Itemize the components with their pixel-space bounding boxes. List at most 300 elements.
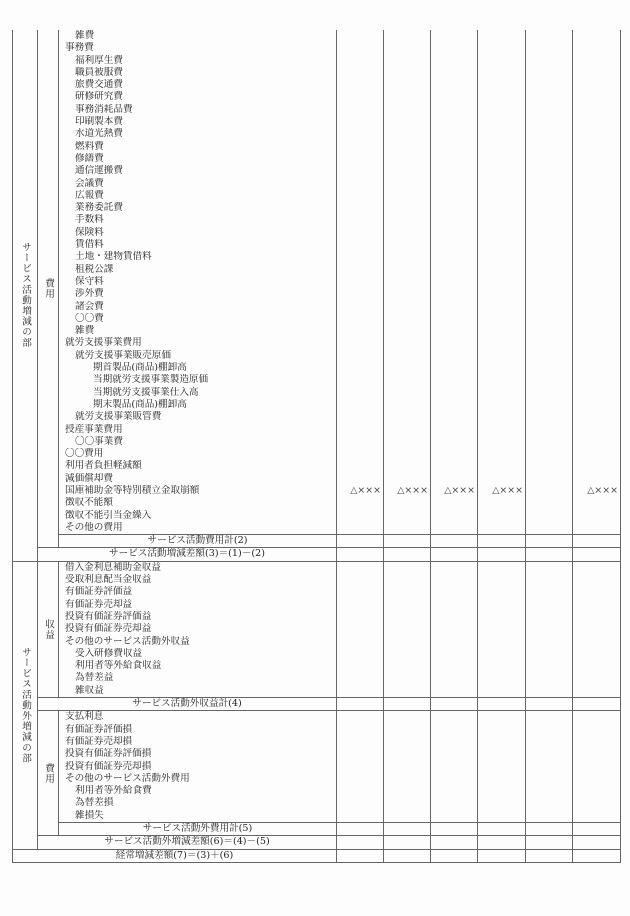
amount-cell <box>573 810 621 823</box>
amount-cell <box>431 548 478 561</box>
amount-cell <box>573 424 621 436</box>
ordinary-difference-row <box>13 849 621 862</box>
amount-cell <box>526 276 573 288</box>
amount-cell <box>384 42 431 54</box>
account-label: 手数料 <box>59 214 337 226</box>
amount-cell <box>384 761 431 773</box>
table-row <box>13 79 621 91</box>
table-row <box>13 153 621 165</box>
account-label: 渉外費 <box>59 288 337 300</box>
amount-cell <box>478 239 526 251</box>
amount-cell <box>526 836 573 849</box>
amount-cell <box>431 190 478 202</box>
amount-cell <box>431 276 478 288</box>
account-label: 福利厚生費 <box>59 55 337 67</box>
amount-cell <box>478 849 526 862</box>
account-label: 〇〇費 <box>59 313 337 325</box>
account-label: 徴収不能額 <box>59 497 337 509</box>
amount-cell <box>478 561 526 574</box>
amount-cell <box>337 510 384 522</box>
amount-cell <box>431 362 478 374</box>
table-row <box>13 810 621 823</box>
amount-cell <box>431 30 478 42</box>
amount-cell <box>478 672 526 684</box>
account-label: 〇〇事業費 <box>59 436 337 448</box>
amount-cell <box>384 350 431 362</box>
amount-cell <box>431 823 478 836</box>
amount-cell <box>384 337 431 349</box>
amount-cell <box>478 535 526 548</box>
amount-cell <box>573 55 621 67</box>
amount-cell <box>384 214 431 226</box>
amount-cell <box>573 724 621 736</box>
account-label: 賃借料 <box>59 239 337 251</box>
amount-cell <box>478 141 526 153</box>
amount-cell <box>526 485 573 497</box>
amount-cell <box>431 599 478 611</box>
amount-cell <box>526 510 573 522</box>
amount-cell <box>431 460 478 472</box>
table-row <box>13 797 621 809</box>
account-label: 授産事業費用 <box>59 424 337 436</box>
amount-cell <box>526 561 573 574</box>
amount-cell <box>431 79 478 91</box>
amount-cell <box>573 264 621 276</box>
table-row <box>13 264 621 276</box>
amount-cell <box>573 785 621 797</box>
amount-cell <box>478 761 526 773</box>
amount-cell <box>478 448 526 460</box>
amount-cell <box>384 387 431 399</box>
amount-cell <box>431 611 478 623</box>
table-row <box>13 736 621 748</box>
amount-cell <box>384 411 431 423</box>
table-row <box>13 773 621 785</box>
table-row <box>13 473 621 485</box>
table-row <box>13 301 621 313</box>
amount-cell <box>478 276 526 288</box>
amount-cell <box>384 104 431 116</box>
amount-cell <box>431 387 478 399</box>
amount-cell <box>478 251 526 263</box>
amount-cell <box>337 190 384 202</box>
amount-cell <box>431 672 478 684</box>
income-statement-table <box>12 30 621 863</box>
amount-cell <box>384 264 431 276</box>
table-row <box>13 141 621 153</box>
amount-cell <box>478 153 526 165</box>
amount-cell <box>384 239 431 251</box>
amount-cell <box>573 698 621 711</box>
table-row <box>13 685 621 698</box>
amount-cell <box>478 586 526 598</box>
amount-cell <box>337 91 384 103</box>
account-label: 有価証券売却損 <box>59 736 337 748</box>
amount-cell <box>478 374 526 386</box>
amount-cell <box>337 337 384 349</box>
amount-cell <box>431 153 478 165</box>
amount-cell <box>478 797 526 809</box>
amount-cell <box>431 436 478 448</box>
amount-cell <box>526 535 573 548</box>
amount-cell <box>384 599 431 611</box>
account-label: 〇〇費用 <box>59 448 337 460</box>
amount-cell <box>573 362 621 374</box>
account-label: 利用者等外給食費 <box>59 785 337 797</box>
amount-cell <box>337 424 384 436</box>
amount-cell <box>478 548 526 561</box>
amount-cell <box>431 522 478 535</box>
amount-cell <box>384 823 431 836</box>
amount-cell <box>573 611 621 623</box>
table-row <box>13 190 621 202</box>
amount-cell <box>526 436 573 448</box>
non-service-revenue-total-row <box>13 698 621 711</box>
amount-cell <box>431 636 478 648</box>
account-label: 職員被服費 <box>59 67 337 79</box>
amount-cell <box>526 797 573 809</box>
amount-cell <box>337 773 384 785</box>
table-row <box>13 561 621 574</box>
amount-cell <box>384 313 431 325</box>
account-label: 減価償却費 <box>59 473 337 485</box>
table-row <box>13 574 621 586</box>
amount-cell <box>573 561 621 574</box>
amount-cell <box>526 104 573 116</box>
amount-cell: △××× <box>478 485 526 497</box>
account-label: 受入研修費収益 <box>59 648 337 660</box>
amount-cell <box>478 178 526 190</box>
amount-cell <box>573 460 621 472</box>
amount-cell <box>478 711 526 724</box>
amount-cell <box>431 711 478 724</box>
amount-cell <box>431 42 478 54</box>
table-row <box>13 227 621 239</box>
amount-cell <box>478 736 526 748</box>
amount-cell <box>337 836 384 849</box>
account-label: 土地・建物賃借料 <box>59 251 337 263</box>
amount-cell <box>431 325 478 337</box>
amount-cell <box>337 178 384 190</box>
amount-cell <box>573 116 621 128</box>
amount-cell <box>478 836 526 849</box>
amount-cell <box>573 325 621 337</box>
account-label: 為替差益 <box>59 672 337 684</box>
table-row <box>13 672 621 684</box>
amount-cell <box>431 141 478 153</box>
amount-cell <box>526 239 573 251</box>
amount-cell <box>478 116 526 128</box>
amount-cell <box>384 586 431 598</box>
amount-cell <box>337 810 384 823</box>
amount-cell <box>337 301 384 313</box>
amount-cell <box>526 574 573 586</box>
account-label: 投資有価証券売却損 <box>59 761 337 773</box>
amount-cell <box>526 849 573 862</box>
amount-cell <box>431 685 478 698</box>
amount-cell <box>526 685 573 698</box>
table-row <box>13 288 621 300</box>
amount-cell <box>478 636 526 648</box>
amount-cell <box>526 823 573 836</box>
account-label: 就労支援事業販管費 <box>59 411 337 423</box>
amount-cell <box>478 79 526 91</box>
amount-cell <box>526 711 573 724</box>
amount-cell <box>337 636 384 648</box>
amount-cell <box>384 672 431 684</box>
table-row <box>13 636 621 648</box>
amount-cell <box>526 599 573 611</box>
amount-cell: △××× <box>337 485 384 497</box>
amount-cell <box>573 128 621 140</box>
amount-cell <box>526 724 573 736</box>
amount-cell <box>337 548 384 561</box>
account-label: 広報費 <box>59 190 337 202</box>
amount-cell <box>384 276 431 288</box>
amount-cell <box>337 473 384 485</box>
account-label: 諸会費 <box>59 301 337 313</box>
account-label: 有価証券評価益 <box>59 586 337 598</box>
category-revenue: 収益 <box>38 561 59 697</box>
amount-cell <box>337 823 384 836</box>
amount-cell <box>526 79 573 91</box>
amount-cell <box>337 748 384 760</box>
amount-cell <box>478 288 526 300</box>
amount-cell <box>526 251 573 263</box>
amount-cell <box>526 165 573 177</box>
account-label: 雑損失 <box>59 810 337 823</box>
amount-cell <box>526 387 573 399</box>
non-service-expense-total-row-label: サービス活動外費用計(5) <box>59 823 337 836</box>
account-label: 利用者等外給食収益 <box>59 660 337 672</box>
amount-cell <box>431 736 478 748</box>
amount-cell <box>384 535 431 548</box>
amount-cell <box>573 448 621 460</box>
amount-cell <box>526 736 573 748</box>
amount-cell <box>478 399 526 411</box>
table-row <box>13 599 621 611</box>
amount-cell <box>431 399 478 411</box>
amount-cell <box>384 448 431 460</box>
amount-cell <box>384 497 431 509</box>
account-label: 旅費交通費 <box>59 79 337 91</box>
amount-cell <box>431 424 478 436</box>
amount-cell <box>526 116 573 128</box>
account-label: 就労支援事業費用 <box>59 337 337 349</box>
amount-cell <box>526 773 573 785</box>
amount-cell <box>478 301 526 313</box>
amount-cell <box>573 30 621 42</box>
table-row <box>13 399 621 411</box>
amount-cell <box>384 374 431 386</box>
amount-cell <box>526 337 573 349</box>
amount-cell <box>431 724 478 736</box>
amount-cell <box>431 55 478 67</box>
amount-cell <box>526 214 573 226</box>
amount-cell <box>337 411 384 423</box>
amount-cell <box>384 685 431 698</box>
amount-cell <box>384 561 431 574</box>
account-label: 徴収不能引当金繰入 <box>59 510 337 522</box>
amount-cell <box>478 785 526 797</box>
table-row <box>13 165 621 177</box>
amount-cell <box>573 42 621 54</box>
amount-cell <box>431 288 478 300</box>
table-row <box>13 522 621 535</box>
amount-cell <box>384 836 431 849</box>
amount-cell <box>431 67 478 79</box>
amount-cell <box>573 337 621 349</box>
amount-cell <box>478 724 526 736</box>
amount-cell <box>573 773 621 785</box>
table-row <box>13 510 621 522</box>
amount-cell <box>431 748 478 760</box>
amount-cell <box>384 227 431 239</box>
amount-cell <box>384 251 431 263</box>
amount-cell <box>384 190 431 202</box>
amount-cell <box>573 748 621 760</box>
amount-cell <box>384 460 431 472</box>
amount-cell <box>337 325 384 337</box>
amount-cell <box>573 141 621 153</box>
account-label: 有価証券売却益 <box>59 599 337 611</box>
amount-cell <box>478 30 526 42</box>
amount-cell <box>384 79 431 91</box>
amount-cell <box>431 773 478 785</box>
amount-cell <box>337 350 384 362</box>
amount-cell <box>384 178 431 190</box>
account-label: 利用者負担軽減額 <box>59 460 337 472</box>
amount-cell <box>526 288 573 300</box>
amount-cell <box>478 91 526 103</box>
amount-cell <box>384 55 431 67</box>
account-label: 投資有価証券評価損 <box>59 748 337 760</box>
amount-cell <box>384 473 431 485</box>
section-heading-non-service-activity: サービス活動外増減の部 <box>13 561 38 849</box>
table-row <box>13 128 621 140</box>
amount-cell <box>337 561 384 574</box>
table-row <box>13 251 621 263</box>
amount-cell <box>384 67 431 79</box>
amount-cell <box>478 202 526 214</box>
amount-cell <box>384 773 431 785</box>
amount-cell <box>337 227 384 239</box>
service-difference-row-label: サービス活動増減差額(3)＝(1)－(2) <box>38 548 337 561</box>
amount-cell <box>384 30 431 42</box>
table-row <box>13 325 621 337</box>
amount-cell <box>431 660 478 672</box>
account-label: 研修研究費 <box>59 91 337 103</box>
amount-cell <box>526 611 573 623</box>
amount-cell <box>384 748 431 760</box>
amount-cell <box>478 424 526 436</box>
amount-cell <box>478 773 526 785</box>
amount-cell <box>337 448 384 460</box>
amount-cell <box>431 574 478 586</box>
account-label: 保険料 <box>59 227 337 239</box>
amount-cell <box>478 55 526 67</box>
amount-cell <box>573 660 621 672</box>
account-label: その他のサービス活動外収益 <box>59 636 337 648</box>
amount-cell <box>337 374 384 386</box>
amount-cell <box>431 836 478 849</box>
amount-cell <box>478 264 526 276</box>
account-label: 当期就労支援事業製造原価 <box>59 374 337 386</box>
amount-cell <box>337 264 384 276</box>
table-row <box>13 42 621 54</box>
amount-cell <box>337 797 384 809</box>
table-row <box>13 623 621 635</box>
amount-cell <box>478 128 526 140</box>
amount-cell <box>573 374 621 386</box>
amount-cell <box>431 586 478 598</box>
category-expense: 費用 <box>38 711 59 836</box>
amount-cell <box>337 214 384 226</box>
account-label: 就労支援事業販売原価 <box>59 350 337 362</box>
section-heading-service-activity: サービス活動増減の部 <box>13 30 38 561</box>
account-label: その他の費用 <box>59 522 337 535</box>
table-row <box>13 202 621 214</box>
table-row <box>13 91 621 103</box>
amount-cell <box>431 374 478 386</box>
amount-cell <box>431 202 478 214</box>
amount-cell <box>573 586 621 598</box>
amount-cell <box>337 30 384 42</box>
amount-cell <box>384 522 431 535</box>
non-service-expense-total-row <box>13 823 621 836</box>
amount-cell <box>431 116 478 128</box>
amount-cell <box>478 190 526 202</box>
account-label: 通信運搬費 <box>59 165 337 177</box>
amount-cell <box>337 761 384 773</box>
amount-cell <box>526 424 573 436</box>
amount-cell <box>478 660 526 672</box>
amount-cell <box>478 460 526 472</box>
amount-cell <box>384 574 431 586</box>
amount-cell <box>384 724 431 736</box>
amount-cell <box>478 497 526 509</box>
amount-cell <box>431 337 478 349</box>
amount-cell <box>431 797 478 809</box>
amount-cell <box>573 636 621 648</box>
amount-cell <box>573 411 621 423</box>
amount-cell <box>337 67 384 79</box>
amount-cell <box>478 313 526 325</box>
table-row <box>13 67 621 79</box>
account-label: 雑収益 <box>59 685 337 698</box>
account-label: 租税公課 <box>59 264 337 276</box>
amount-cell <box>573 623 621 635</box>
table-row <box>13 748 621 760</box>
amount-cell <box>431 849 478 862</box>
amount-cell <box>431 761 478 773</box>
amount-cell <box>573 849 621 862</box>
amount-cell <box>573 350 621 362</box>
amount-cell <box>573 823 621 836</box>
amount-cell <box>526 785 573 797</box>
amount-cell <box>573 522 621 535</box>
amount-cell <box>337 153 384 165</box>
table-row <box>13 611 621 623</box>
table-row <box>13 30 621 42</box>
non-service-difference-row <box>13 836 621 849</box>
table-row <box>13 387 621 399</box>
account-label: 支払利息 <box>59 711 337 724</box>
amount-cell <box>431 497 478 509</box>
amount-cell <box>526 178 573 190</box>
amount-cell <box>384 301 431 313</box>
amount-cell <box>337 116 384 128</box>
